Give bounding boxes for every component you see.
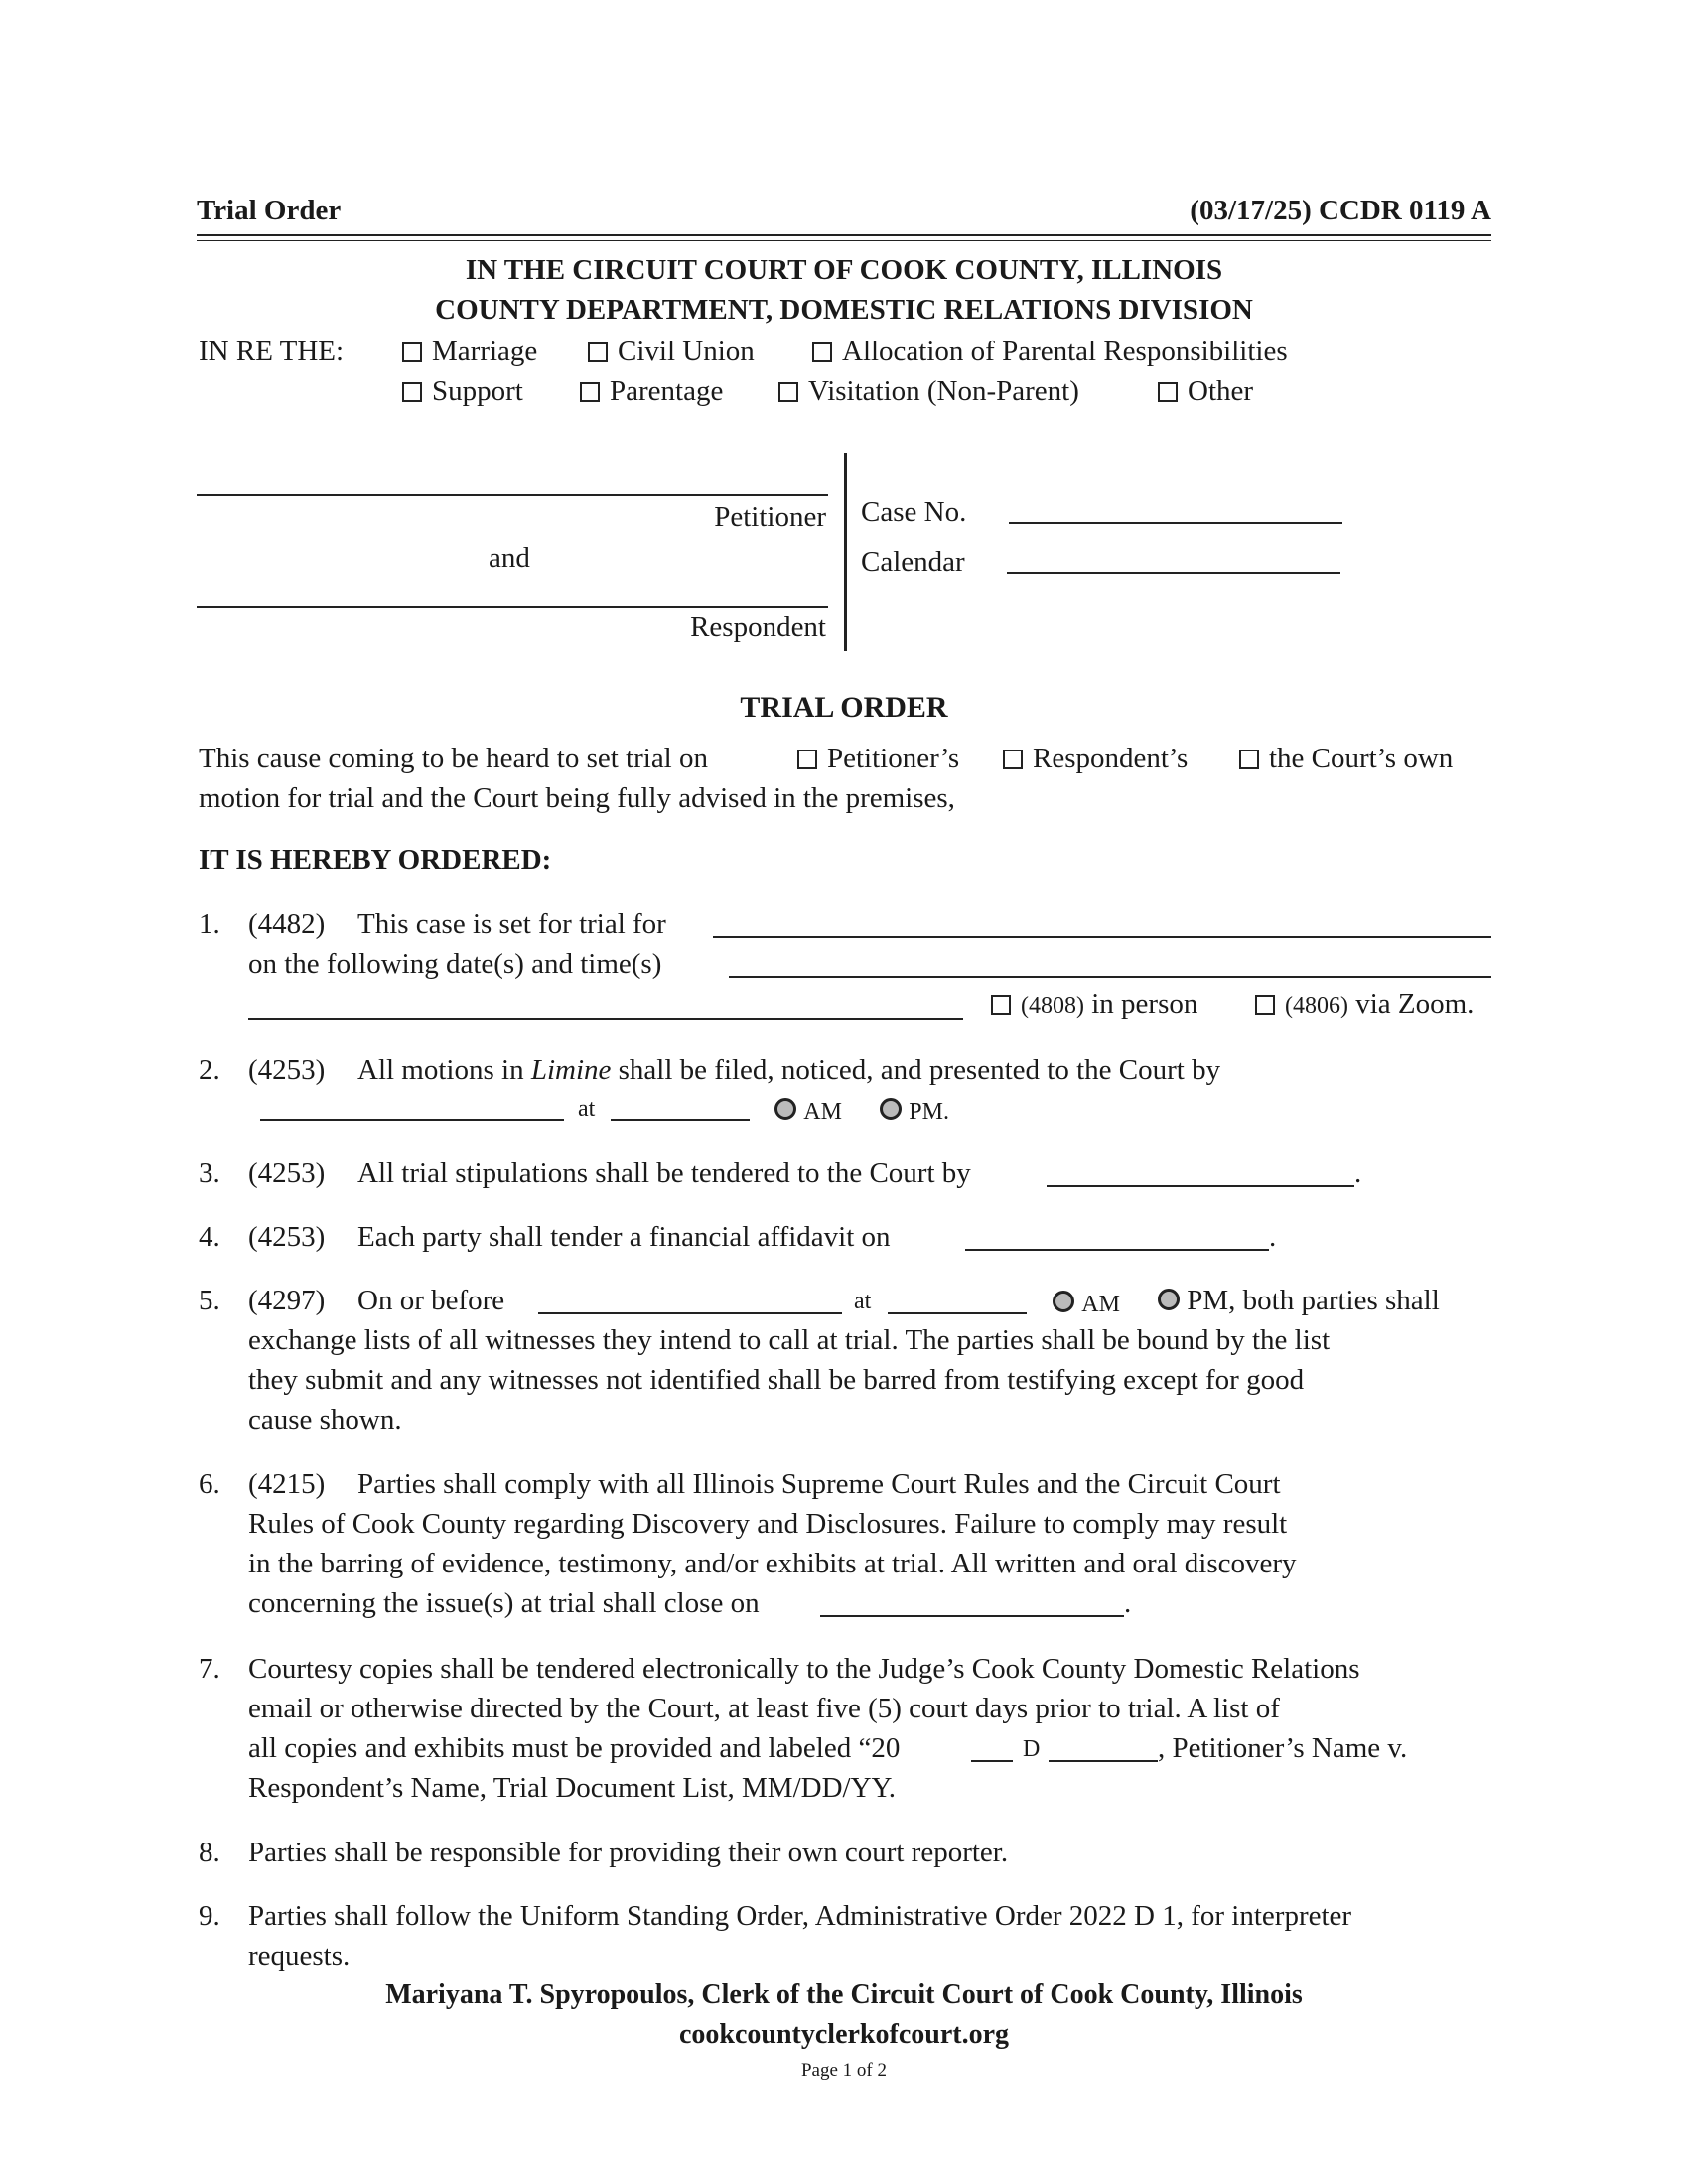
- item-5-text-a: On or before: [357, 1285, 505, 1316]
- clerk-website[interactable]: cookcountyclerkofcourt.org: [678, 2019, 1010, 2050]
- item-5-code: (4297): [248, 1285, 326, 1316]
- radio-button[interactable]: [1053, 1291, 1074, 1312]
- item-6-end: .: [1124, 1587, 1132, 1619]
- document-title: TRIAL ORDER: [740, 691, 948, 724]
- item-4-number: 4.: [199, 1221, 220, 1253]
- intro-lead: This cause coming to be heard to set trial on: [199, 743, 708, 774]
- item-2-at: at: [578, 1096, 596, 1122]
- item-6-number: 6.: [199, 1468, 220, 1500]
- limine-date-field[interactable]: [260, 1119, 564, 1121]
- in-person-option[interactable]: (4808) in person: [991, 988, 1197, 1021]
- court-line-1: IN THE CIRCUIT COURT OF COOK COUNTY, ILLINOIS: [465, 254, 1223, 286]
- stipulations-date-field[interactable]: [1047, 1185, 1354, 1187]
- item-8-number: 8.: [199, 1837, 220, 1868]
- item-3-end: .: [1354, 1158, 1362, 1189]
- in-re-label: IN RE THE:: [199, 336, 345, 367]
- witness-list-date-field[interactable]: [538, 1312, 842, 1314]
- limine-am-option[interactable]: AM: [774, 1094, 842, 1127]
- zoom-option[interactable]: (4806) via Zoom.: [1255, 988, 1474, 1021]
- item-5-at: at: [854, 1289, 872, 1314]
- item-3-text: All trial stipulations shall be tendered to the Court by: [357, 1158, 971, 1189]
- caption-divider: [844, 453, 847, 651]
- item-5-number: 5.: [199, 1285, 220, 1316]
- item-1-code: (4482): [248, 908, 326, 940]
- item-7-d: D: [1023, 1736, 1041, 1762]
- discovery-close-date-field[interactable]: [820, 1615, 1124, 1617]
- item-5-line-4: cause shown.: [248, 1404, 402, 1435]
- checkbox[interactable]: [991, 995, 1011, 1015]
- respondent-name-line[interactable]: [197, 606, 828, 608]
- in-re-marriage[interactable]: Marriage: [402, 336, 537, 368]
- item-5-line-2: exchange lists of all witnesses they intend to call at trial. The parties shall be bound by the list: [248, 1324, 1331, 1356]
- in-re-visitation[interactable]: Visitation (Non-Parent): [778, 375, 1079, 408]
- item-6-line-1: Parties shall comply with all Illinois Supreme Court Rules and the Circuit Court: [357, 1468, 1281, 1500]
- intro-petitioner-option[interactable]: Petitioner’s: [797, 743, 959, 775]
- item-7-line-2: email or otherwise directed by the Court, at least five (5) court days prior to trial. A list of: [248, 1693, 1280, 1724]
- item-1-text-a: This case is set for trial for: [357, 908, 666, 940]
- item-7-number: 7.: [199, 1653, 220, 1685]
- petitioner-name-line[interactable]: [197, 494, 828, 496]
- limine-pm-option[interactable]: PM.: [880, 1094, 949, 1127]
- checkbox[interactable]: [588, 342, 608, 362]
- respondent-label: Respondent: [690, 612, 826, 643]
- in-re-allocation[interactable]: Allocation of Parental Responsibilities: [812, 336, 1288, 368]
- item-7-line-4: Respondent’s Name, Trial Document List, MM/DD/YY.: [248, 1772, 896, 1804]
- radio-button[interactable]: [774, 1098, 796, 1120]
- petitioner-label: Petitioner: [714, 501, 826, 533]
- in-re-parentage[interactable]: Parentage: [580, 375, 723, 408]
- checkbox[interactable]: [1255, 995, 1275, 1015]
- calendar-label: Calendar: [861, 546, 965, 578]
- page-number: Page 1 of 2: [800, 2060, 887, 2081]
- item-6-line-3: in the barring of evidence, testimony, and/or exhibits at trial. All written and oral discovery: [248, 1548, 1297, 1579]
- and-label: and: [489, 542, 530, 574]
- checkbox[interactable]: [1239, 750, 1259, 769]
- case-number-field[interactable]: [1049, 1760, 1158, 1762]
- header-rule-bottom: [197, 240, 1491, 241]
- in-re-civil-union[interactable]: Civil Union: [588, 336, 755, 368]
- item-7-line-3c: , Petitioner’s Name v.: [1158, 1732, 1408, 1764]
- case-no-label: Case No.: [861, 496, 967, 528]
- checkbox[interactable]: [1158, 382, 1178, 402]
- trial-for-field[interactable]: [713, 936, 1491, 938]
- item-3-code: (4253): [248, 1158, 326, 1189]
- item-5-line-3: they submit and any witnesses not identified shall be barred from testifying except for good: [248, 1364, 1305, 1396]
- item-9-line-2: requests.: [248, 1940, 351, 1972]
- checkbox[interactable]: [580, 382, 600, 402]
- checkbox[interactable]: [402, 382, 422, 402]
- calendar-field[interactable]: [1007, 572, 1340, 574]
- item-8-text: Parties shall be responsible for providing their own court reporter.: [248, 1837, 1009, 1868]
- item-1-number: 1.: [199, 908, 220, 940]
- item-7-line-1: Courtesy copies shall be tendered electronically to the Judge’s Cook County Domestic Relations: [248, 1653, 1360, 1685]
- item-4-code: (4253): [248, 1221, 326, 1253]
- clerk-line: Mariyana T. Spyropoulos, Clerk of the Circuit Court of Cook County, Illinois: [385, 1979, 1303, 2010]
- checkbox[interactable]: [797, 750, 817, 769]
- witness-am-option[interactable]: AM: [1053, 1287, 1120, 1319]
- item-4-text: Each party shall tender a financial affidavit on: [357, 1221, 891, 1253]
- checkbox[interactable]: [812, 342, 832, 362]
- item-2-text: All motions in Limine shall be filed, noticed, and presented to the Court by: [357, 1054, 1221, 1086]
- checkbox[interactable]: [778, 382, 798, 402]
- year-field[interactable]: [971, 1760, 1013, 1762]
- item-3-number: 3.: [199, 1158, 220, 1189]
- affidavit-date-field[interactable]: [965, 1249, 1269, 1251]
- checkbox[interactable]: [1003, 750, 1023, 769]
- form-title: Trial Order: [197, 195, 342, 226]
- header-rule-top: [197, 234, 1491, 236]
- item-6-line-4: concerning the issue(s) at trial shall close on: [248, 1587, 760, 1619]
- in-re-support[interactable]: Support: [402, 375, 523, 408]
- trial-dates-field-1[interactable]: [729, 976, 1491, 978]
- item-9-number: 9.: [199, 1900, 220, 1932]
- intro-court-option[interactable]: the Court’s own: [1239, 743, 1453, 775]
- limine-time-field[interactable]: [611, 1119, 750, 1121]
- item-6-code: (4215): [248, 1468, 326, 1500]
- witness-pm-option[interactable]: PM, both parties shall: [1158, 1285, 1440, 1317]
- court-line-2: COUNTY DEPARTMENT, DOMESTIC RELATIONS DIVISION: [435, 294, 1253, 326]
- form-code: (03/17/25) CCDR 0119 A: [1190, 195, 1491, 226]
- item-7-line-3a: all copies and exhibits must be provided and labeled “20: [248, 1732, 901, 1764]
- item-6-line-2: Rules of Cook County regarding Discovery and Disclosures. Failure to comply may result: [248, 1508, 1288, 1540]
- witness-list-time-field[interactable]: [888, 1312, 1027, 1314]
- item-2-number: 2.: [199, 1054, 220, 1086]
- checkbox[interactable]: [402, 342, 422, 362]
- item-1-text-b: on the following date(s) and time(s): [248, 948, 662, 980]
- radio-button[interactable]: [880, 1098, 902, 1120]
- item-4-end: .: [1269, 1221, 1277, 1253]
- ordered-heading: IT IS HEREBY ORDERED:: [199, 844, 552, 876]
- radio-button[interactable]: [1158, 1289, 1180, 1310]
- case-no-field[interactable]: [1009, 522, 1342, 524]
- item-9-line-1: Parties shall follow the Uniform Standing Order, Administrative Order 2022 D 1, for interpreter: [248, 1900, 1352, 1932]
- item-2-code: (4253): [248, 1054, 326, 1086]
- intro-line-2: motion for trial and the Court being fully advised in the premises,: [199, 782, 955, 814]
- trial-dates-field-2[interactable]: [248, 1018, 963, 1020]
- intro-respondent-option[interactable]: Respondent’s: [1003, 743, 1188, 775]
- in-re-other[interactable]: Other: [1158, 375, 1253, 408]
